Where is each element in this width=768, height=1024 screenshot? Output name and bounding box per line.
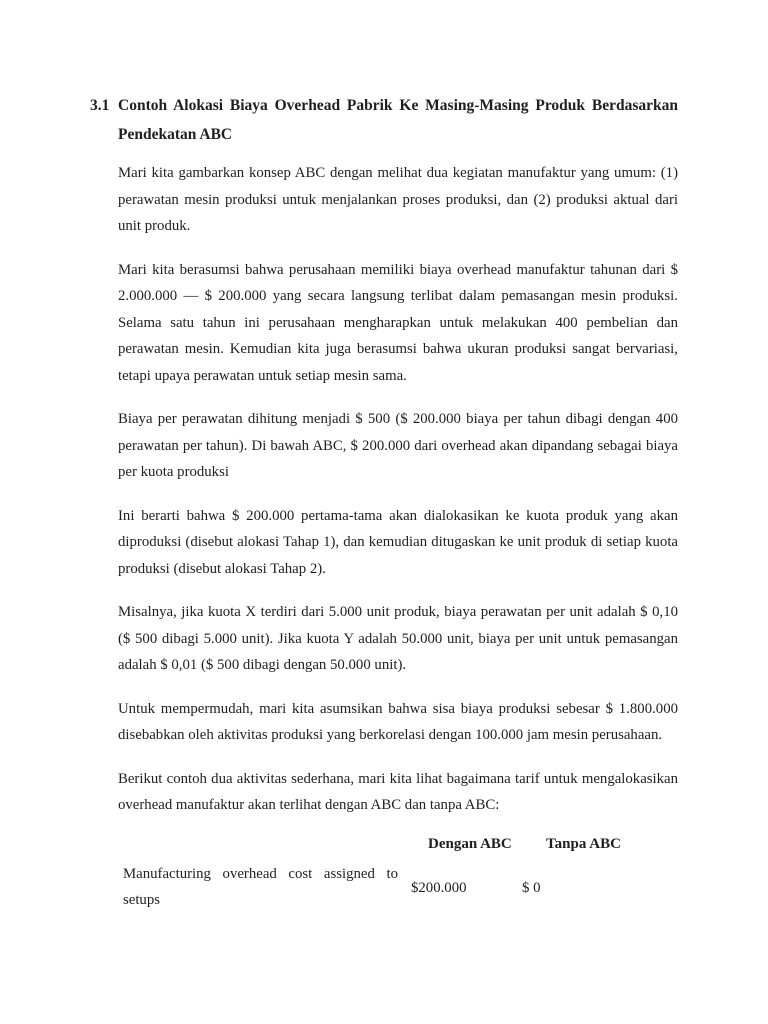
table-row-label: Manufacturing overhead cost assigned to setups	[123, 866, 398, 908]
table-header-with-abc: Dengan ABC	[428, 836, 512, 852]
paragraph: Biaya per perawatan dihitung menjadi $ 500 ($ 200.000 biaya per tahun dibagi dengan 400 perawatan per tahun). Di bawah ABC, $ 200.000 dari overhead akan dipandang sebagai biaya per kuota produksi	[118, 411, 678, 480]
table-cell-with-abc: $200.000	[411, 880, 467, 896]
body-text	[118, 160, 678, 836]
paragraph: Ini berarti bahwa $ 200.000 pertama-tama akan dialokasikan ke kuota produk yang akan diproduksi (disebut alokasi Tahap 1), dan kemudian ditugaskan ke unit produk di setiap kuota produksi (disebut alokasi Tahap 2).	[118, 507, 678, 577]
table-header-without-abc: Tanpa ABC	[546, 836, 621, 852]
table-cell-without-abc: $ 0	[522, 880, 541, 896]
paragraph: Mari kita berasumsi bahwa perusahaan memiliki biaya overhead manufaktur tahunan dari $ 2.000.000 — $ 200.000 yang secara langsung terlibat dalam pemasangan mesin produksi. Selama satu tahun ini perusahaan mengharapkan untuk melakukan 400 pembelian dan perawatan mesin. Kemudian kita juga berasumsi bahwa ukuran produksi sangat bervariasi, tetapi upaya perawatan untuk setiap mesin sama.	[118, 261, 678, 384]
paragraph: Mari kita gambarkan konsep ABC dengan melihat dua kegiatan manufaktur yang umum: (1) perawatan mesin produksi untuk menjalankan proses produksi, dan (2) produksi aktual dari unit produk.	[118, 165, 678, 234]
paragraph: Misalnya, jika kuota X terdiri dari 5.000 unit produk, biaya perawatan per unit adalah $ 0,10 ($ 500 dibagi 5.000 unit). Jika kuota Y adalah 50.000 unit, biaya per unit untuk pemasangan adalah $ 0,01 ($ 500 dibagi dengan 50.000 unit).	[118, 604, 678, 673]
section-number: 3.1	[90, 97, 110, 114]
section-title: Contoh Alokasi Biaya Overhead Pabrik Ke Masing-Masing Produk Berdasarkan Pendekatan ABC	[118, 97, 678, 143]
section-heading	[90, 91, 678, 149]
paragraph: Berikut contoh dua aktivitas sederhana, mari kita lihat bagaimana tarif untuk mengalokasikan overhead manufaktur akan terlihat dengan ABC dan tanpa ABC:	[118, 770, 678, 813]
paragraph: Untuk mempermudah, mari kita asumsikan bahwa sisa biaya produksi sebesar $ 1.800.000 disebabkan oleh aktivitas produksi yang berkorelasi dengan 100.000 jam mesin perusahaan.	[118, 700, 678, 743]
